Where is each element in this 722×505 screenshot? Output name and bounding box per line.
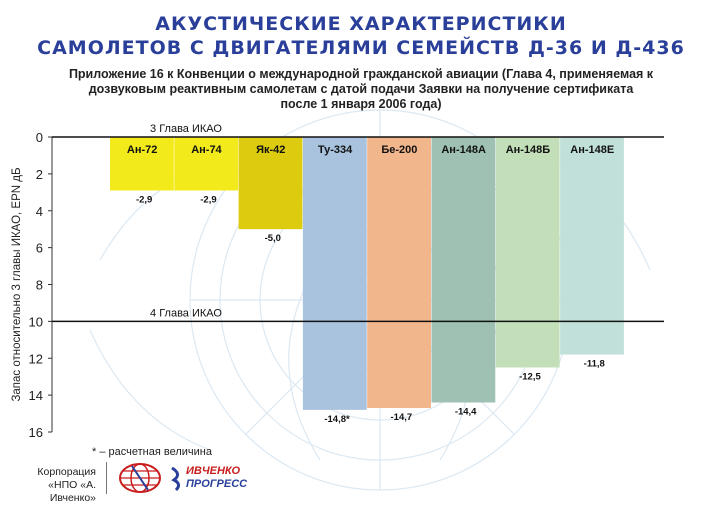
reference-line-label: 4 Глава ИКАО bbox=[150, 307, 222, 320]
globe-logo-icon bbox=[118, 462, 162, 494]
bar-5 bbox=[367, 137, 431, 408]
bar-7 bbox=[496, 137, 560, 367]
bar-value-label: -14,8* bbox=[324, 413, 350, 425]
bar-value-label: -14,4 bbox=[454, 406, 477, 418]
bar-category-label: Ан-148Б bbox=[505, 144, 551, 156]
y-tick-label: 14 bbox=[28, 388, 43, 404]
chart-title-line-2: САМОЛЕТОВ С ДВИГАТЕЛЯМИ СЕМЕЙСТВ Д-36 И Д-436 bbox=[37, 37, 685, 59]
bar-category-label: Ан-148Е bbox=[570, 144, 615, 156]
y-tick-label: 12 bbox=[28, 351, 43, 367]
bar-value-label: -11,8 bbox=[583, 358, 605, 370]
bar-category-label: Ан-74 bbox=[191, 144, 222, 156]
bar-category-label: Ан-72 bbox=[126, 144, 158, 156]
logo-line-2: ПРОГРЕСС bbox=[186, 478, 248, 490]
y-tick-label: 0 bbox=[35, 130, 43, 145]
y-axis-title: Запас относительно 3 главы ИКАО, EPN дБ bbox=[11, 167, 23, 402]
footnote: * – расчетная величина bbox=[92, 446, 212, 458]
footer-divider bbox=[106, 462, 107, 494]
bar-value-label: -2,9 bbox=[200, 194, 217, 206]
y-tick-label: 8 bbox=[35, 277, 43, 293]
chart-subtitle-line-1: Приложение 16 к Конвенции о международной гражданской авиации (Глава 4, применяемая к bbox=[68, 67, 654, 81]
bar-value-label: -5,0 bbox=[264, 233, 281, 245]
bar-6 bbox=[432, 137, 496, 403]
y-tick-label: 6 bbox=[35, 240, 43, 256]
bar-category-label: Ту-334 bbox=[317, 144, 353, 156]
company-name bbox=[8, 466, 96, 505]
chart-title-line-1: АКУСТИЧЕСКИЕ ХАРАКТЕРИСТИКИ bbox=[155, 13, 567, 35]
y-tick-label: 10 bbox=[28, 314, 43, 330]
y-tick-label: 2 bbox=[35, 166, 43, 182]
company-line-2: «НПО «А. Ивченко» bbox=[48, 479, 96, 504]
bar-value-label: -14,7 bbox=[390, 412, 413, 424]
bar-category-label: Як-42 bbox=[256, 144, 286, 156]
bar-category-label: Бе-200 bbox=[381, 144, 418, 156]
y-tick-label: 4 bbox=[35, 203, 43, 219]
y-tick-label: 16 bbox=[28, 425, 43, 440]
chart-subtitle-line-3: после 1 января 2006 года) bbox=[280, 97, 442, 111]
ivchenko-swoosh-icon bbox=[170, 466, 184, 492]
bar-value-label: -12,5 bbox=[519, 371, 541, 383]
bar-category-label: Ан-148А bbox=[441, 144, 486, 156]
bar-4 bbox=[303, 137, 367, 410]
chart-subtitle-line-2: дозвуковым реактивным самолетам с датой подачи Заявки на получение сертификата bbox=[88, 82, 634, 96]
reference-line-label: 3 Глава ИКАО bbox=[150, 123, 222, 135]
company-line-1: Корпорация bbox=[37, 466, 96, 478]
ivchenko-progress-logo bbox=[186, 465, 247, 491]
bar-value-label: -2,9 bbox=[135, 194, 153, 206]
logo-line-1: ИВЧЕНКО bbox=[186, 465, 241, 477]
